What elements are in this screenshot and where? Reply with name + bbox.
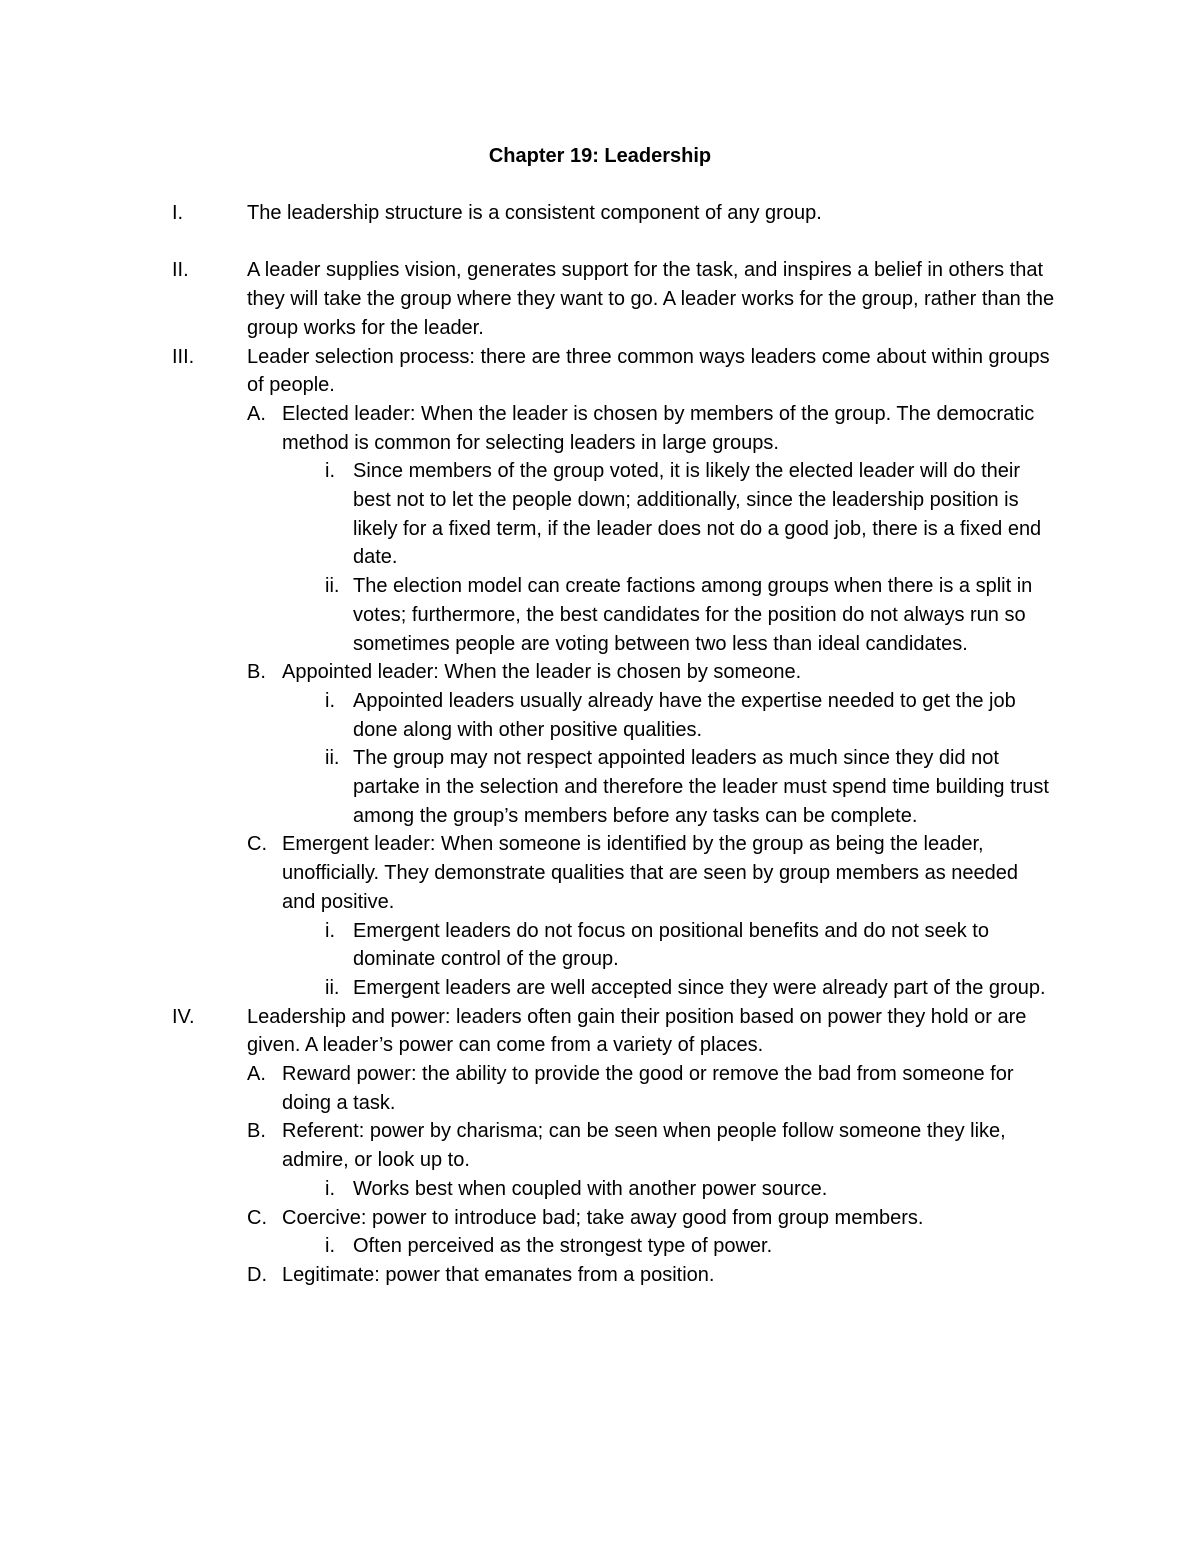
outline-marker: A. [247,402,266,425]
outline-text: Referent: power by charisma; can be seen when people follow someone they like, admire, or look up to. [282,1120,1006,1172]
outline-text: Leader selection process: there are three common ways leaders come about within groups of people. [247,345,1050,397]
outline-text: Coercive: power to introduce bad; take away good from group members. [282,1206,924,1229]
outline-subsubitem [0,687,1055,744]
outline-subsubitem [0,572,1055,658]
outline-marker: I. [172,202,184,224]
outline-marker: i. [325,1235,335,1258]
outline-marker: i. [325,919,335,942]
outline-subitem [0,1060,1055,1117]
outline-text: The group may not respect appointed leaders as much since they did not partake in the selection and therefore the leader must spend time building trust among the group’s members before any tasks can be complete. [353,747,1049,827]
outline-subitem [0,400,1055,457]
outline-text: Works best when coupled with another power source. [353,1177,828,1200]
outline-text: The election model can create factions among groups when there is a split in votes; furthermore, the best candidates for the position do not always run so sometimes people are voting between two less than ideal candidates. [353,575,1033,655]
outline-item-2 [0,256,1055,342]
outline-subsubitem [0,917,1055,974]
outline-marker: ii. [325,976,340,999]
outline-text: Since members of the group voted, it is likely the elected leader will do their best not to let the people down; additionally, since the leadership position is likely for a fixed term, if the leader does not do a good job, there is a fixed end date. [353,460,1042,569]
outline-text: The leadership structure is a consistent component of any group. [247,202,822,224]
outline-subitem [0,1204,1055,1233]
outline-item-3 [0,343,1055,400]
spacer [0,228,1200,257]
outline [0,199,1200,1290]
outline-text: Elected leader: When the leader is chosen by members of the group. The democratic method is common for selecting leaders in large groups. [282,402,1035,454]
outline-subitem [0,1117,1055,1174]
outline-marker: ii. [325,747,340,770]
outline-subsubitem [0,974,1055,1003]
outline-subitem [0,830,1055,916]
outline-text: A leader supplies vision, generates support for the task, and inspires a belief in others that they will take the group where they want to go. A leader works for the group, rather than the group works for the leader. [247,259,1055,339]
outline-subsubitem [0,1232,1055,1261]
outline-subsubitem [0,744,1055,830]
outline-marker: III. [172,345,195,368]
outline-marker: A. [247,1063,266,1086]
outline-text: Appointed leaders usually already have the expertise needed to get the job done along with other positive qualities. [353,689,1016,741]
outline-marker: i. [325,1177,335,1200]
outline-marker: II. [172,259,189,282]
outline-text: Reward power: the ability to provide the good or remove the bad from someone for doing a task. [282,1063,1014,1114]
outline-marker: ii. [325,575,340,598]
outline-marker: i. [325,460,335,483]
outline-subsubitem [0,1175,1055,1204]
outline-marker: C. [247,1206,267,1229]
outline-text: Often perceived as the strongest type of power. [353,1235,773,1258]
outline-text: Emergent leaders are well accepted since they were already part of the group. [353,976,1046,999]
outline-marker: D. [247,1264,267,1286]
outline-text: Appointed leader: When the leader is chosen by someone. [282,661,802,684]
outline-subitem [0,658,1055,687]
outline-marker: B. [247,661,266,684]
outline-text: Emergent leaders do not focus on positional benefits and do not seek to dominate control of the group. [353,919,989,971]
outline-text: Emergent leader: When someone is identified by the group as being the leader, unofficially. They demonstrate qualities that are seen by group members as needed and positive. [282,833,1018,913]
outline-marker: IV. [172,1005,195,1028]
outline-marker: i. [325,689,335,712]
outline-subitem [0,1261,1055,1290]
outline-subsubitem [0,457,1055,572]
outline-item-1 [0,199,1055,228]
outline-marker: C. [247,833,267,856]
outline-text: Leadership and power: leaders often gain their position based on power they hold or are given. A leader’s power can come from a variety of places. [247,1005,1027,1057]
page-title: Chapter 19: Leadership [488,145,712,167]
outline-item-4 [0,1003,1055,1060]
outline-marker: B. [247,1120,266,1143]
outline-text: Legitimate: power that emanates from a position. [282,1264,715,1286]
